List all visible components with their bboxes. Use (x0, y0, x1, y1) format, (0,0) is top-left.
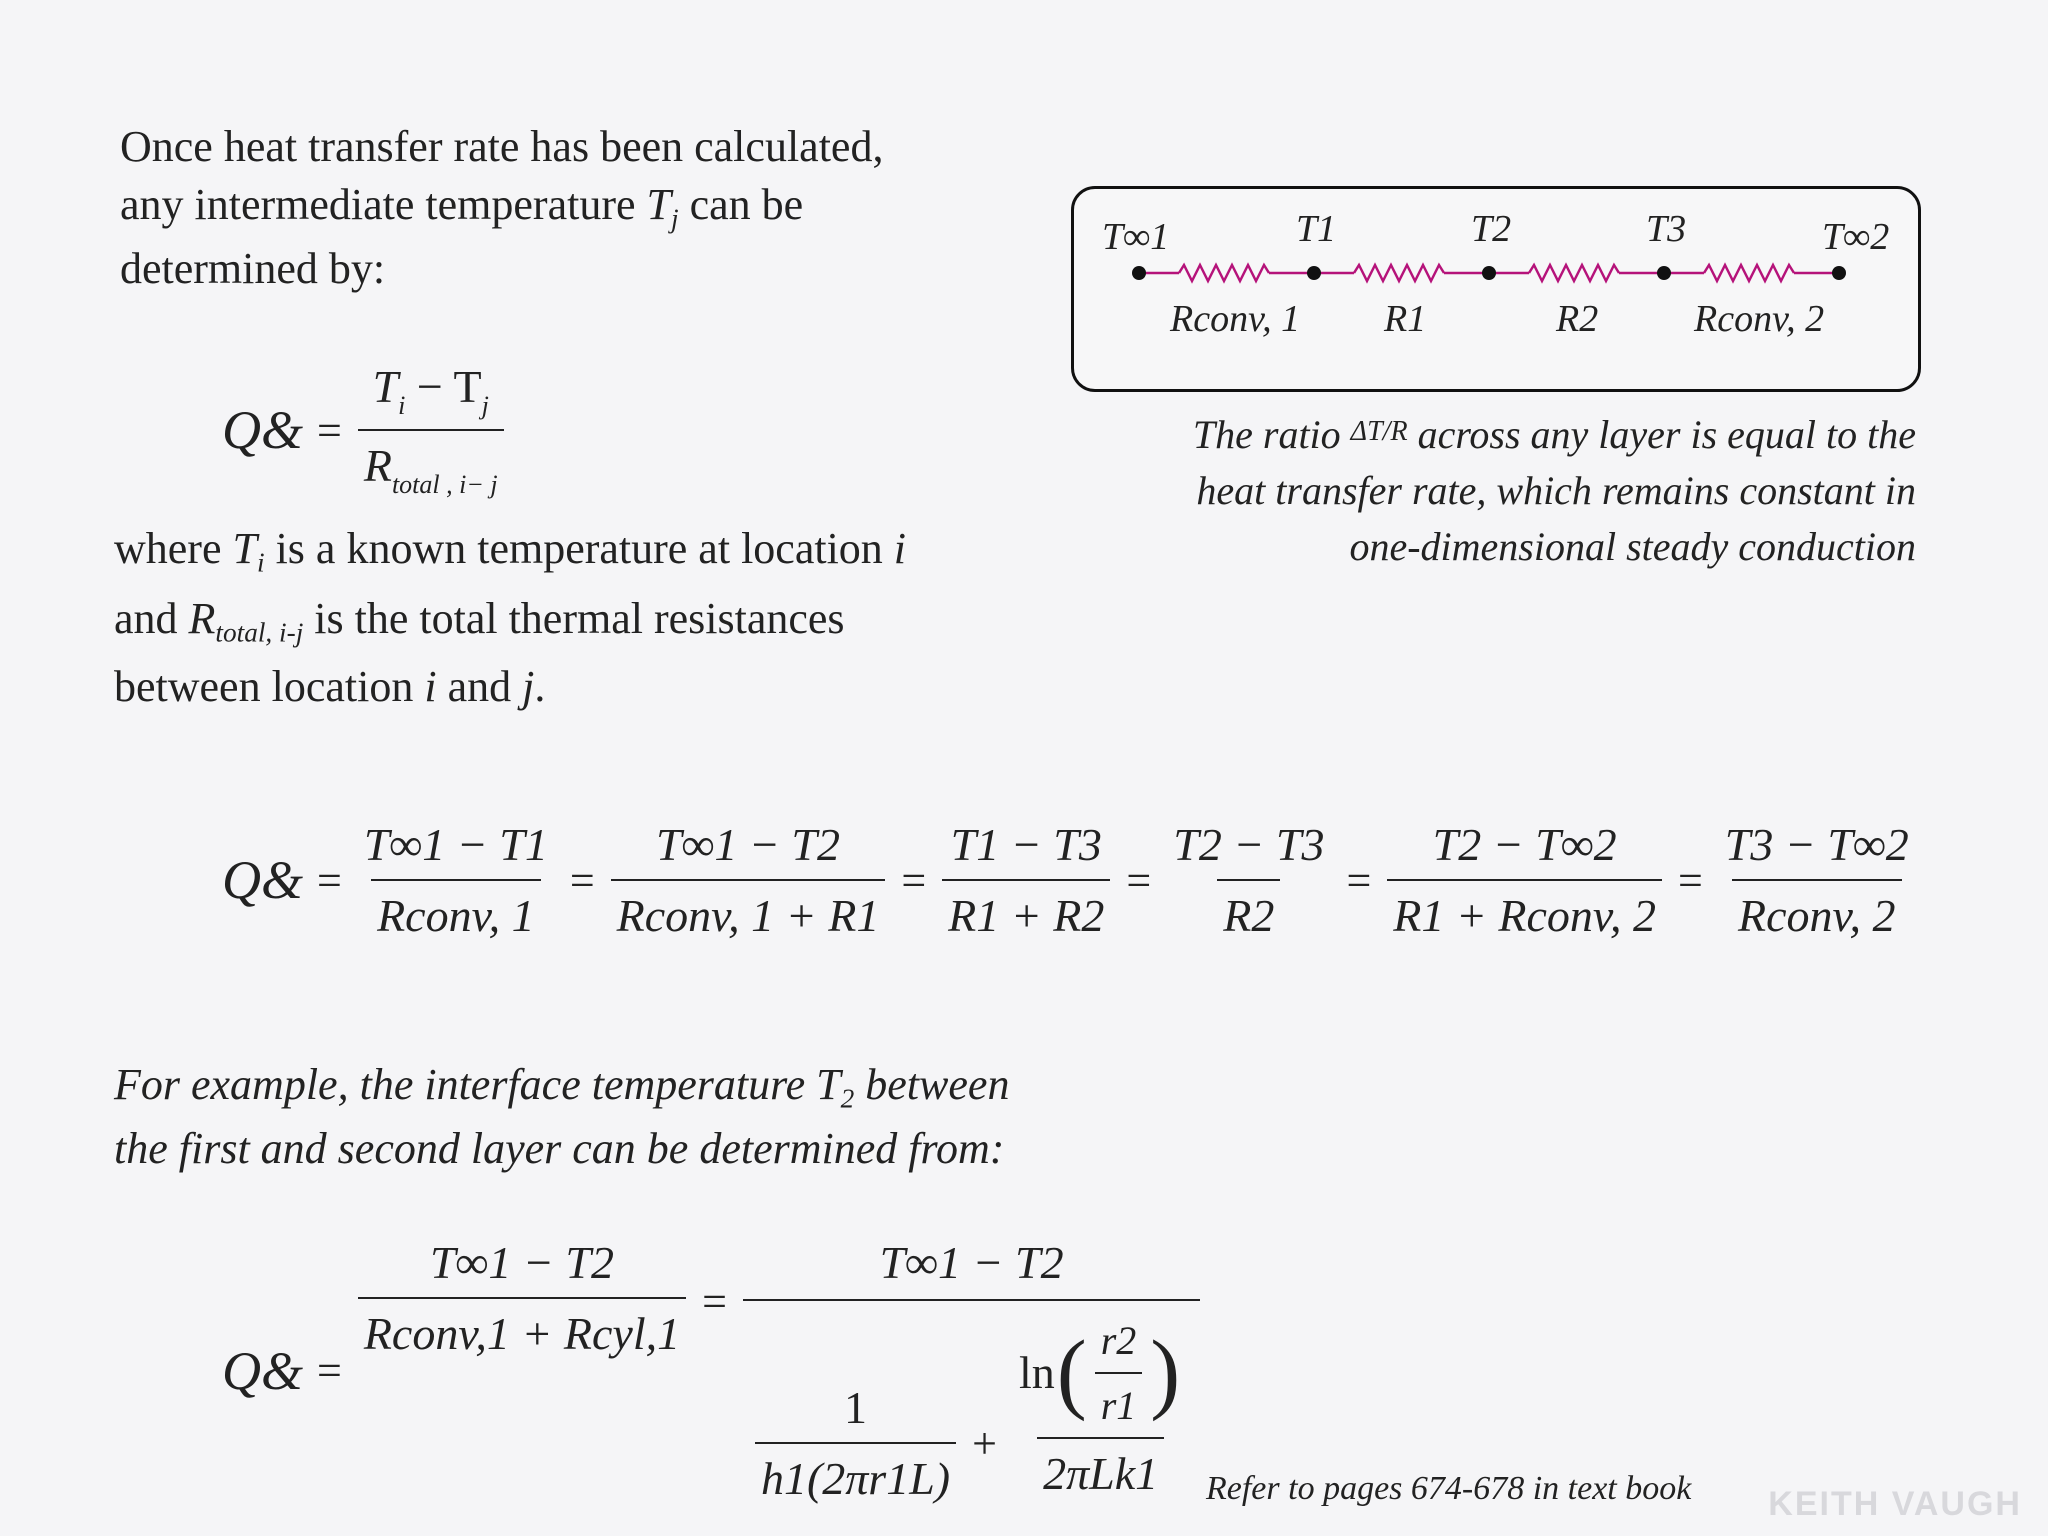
label-r-conv-2: Rconv, 2 (1694, 298, 1825, 340)
cyl-fraction-1: $\frac{T\infty 1 - T2}{\text{Rconv,1 + Rcyl,1}}$ (358, 1236, 686, 1360)
intro-line-2 (120, 176, 803, 248)
chain-fraction-5: $\frac{T2 - T\infty 2}{\text{R1 + Rconv, 2}}$ (1387, 818, 1662, 942)
fraction (358, 360, 504, 500)
numerator: $T_i - T_j$ (372, 361, 489, 420)
thermal-circuit-box (1071, 186, 1921, 392)
label-t3: T3 (1646, 208, 1687, 250)
example-line-1: For example, the interface temperature $T_2$ between (114, 1060, 1010, 1114)
node-t-inf-1 (1132, 266, 1146, 280)
t2-variable: $T_2$ (816, 1060, 855, 1114)
label-t-inf-2: T∞2 (1822, 216, 1890, 258)
node-t-inf-2 (1832, 266, 1846, 280)
caption-line-2: heat transfer rate, which remains constant in (1196, 468, 1916, 513)
node-t3 (1657, 266, 1671, 280)
where-line-2: and $R_{total, i-j}$ is the total thermal resistances (114, 594, 845, 648)
caption-line-3: one-dimensional steady conduction (1349, 524, 1916, 569)
chain-fraction-6: $\frac{T3 - T\infty 2}{\text{Rconv, 2}}$ (1724, 819, 1909, 941)
cyl-fraction-2: T∞1 − T2 $\frac{1}{h1(2\pi r1L)}$ + ln ( $\frac{r2}{r1}$ ) 2πLk1 (743, 1236, 1200, 1505)
label-r2: R2 (1556, 298, 1599, 340)
denominator: $R_{total , i- j}$ (358, 429, 504, 500)
q-dot-symbol: Q& (222, 1340, 303, 1401)
ti-variable: $T_i$ (232, 524, 265, 578)
equals-sign-2: = (702, 1277, 727, 1326)
chain-fraction-3: $\frac{T1 - T3}{R1 + R2}$ (942, 818, 1110, 942)
equation-cylinder (222, 1236, 1206, 1505)
intro-line-1: Once heat transfer rate has been calculated, (120, 122, 884, 171)
equals-sign: = (901, 855, 927, 905)
equation-rate-single (222, 360, 510, 500)
circuit-caption (1040, 404, 1916, 575)
r-total-variable: $R_{total, i-j}$ (188, 594, 304, 648)
cyl-denominator: $\frac{1}{h1(2\pi r1L)}$ + ln ( $\frac{r2}{r1}$ ) 2πLk1 (743, 1299, 1200, 1505)
equals-sign: = (317, 855, 342, 905)
equals-sign: = (317, 405, 342, 455)
thermal-circuit-diagram (1074, 189, 1918, 389)
q-dot-symbol: Q& (222, 850, 303, 910)
equals-sign: = (1126, 855, 1152, 905)
textbook-reference: Refer to pages 674-678 in text book (1206, 1470, 1692, 1507)
chain-fraction-1: $\frac{T\infty 1 - T1}{\text{Rconv, 1}}$ (363, 819, 548, 941)
example-line-2: the first and second layer can be determined from: (114, 1124, 1005, 1173)
label-t2: T2 (1471, 208, 1512, 250)
label-r-conv-1: Rconv, 1 (1170, 298, 1301, 340)
chain-fraction-4: $\frac{T2 - T3}{R2}$ (1173, 819, 1325, 941)
node-t2 (1482, 266, 1496, 280)
author-watermark: KEITH VAUGH (1768, 1485, 2022, 1523)
chain-fraction-2: $\frac{T\infty 1 - T2}{\text{Rconv, 1 + R1}}$ (611, 818, 886, 942)
intro-line-3: determined by: (120, 244, 386, 293)
equals-sign: = (317, 1346, 342, 1395)
label-t-inf-1: T∞1 (1102, 216, 1170, 258)
intro-line-2-text: any intermediate temperature (120, 180, 636, 229)
q-dot-symbol: Q& (222, 400, 303, 460)
where-line-1: where $T_i$ is a known temperature at location i (114, 524, 907, 578)
intro-line-2-end: can be (689, 180, 804, 229)
conv-resistance-fraction: $\frac{1}{h1(2\pi r1L)}$ (755, 1381, 956, 1505)
equals-sign: = (1677, 855, 1703, 905)
equals-sign: = (1346, 855, 1372, 905)
label-r1: R1 (1384, 298, 1427, 340)
equation-chain (222, 818, 1921, 942)
where-line-3: between location i and j. (114, 662, 546, 711)
label-t1: T1 (1296, 208, 1337, 250)
tj-variable: $T_j$ (646, 180, 679, 234)
node-t1 (1307, 266, 1321, 280)
caption-line-1: The ratio $^{\Delta T/R}$ across any layer is equal to the (1192, 412, 1916, 457)
cyl-resistance-fraction: ln ( $\frac{r2}{r1}$ ) 2πLk1 (1018, 1317, 1181, 1499)
equals-sign: = (569, 855, 595, 905)
